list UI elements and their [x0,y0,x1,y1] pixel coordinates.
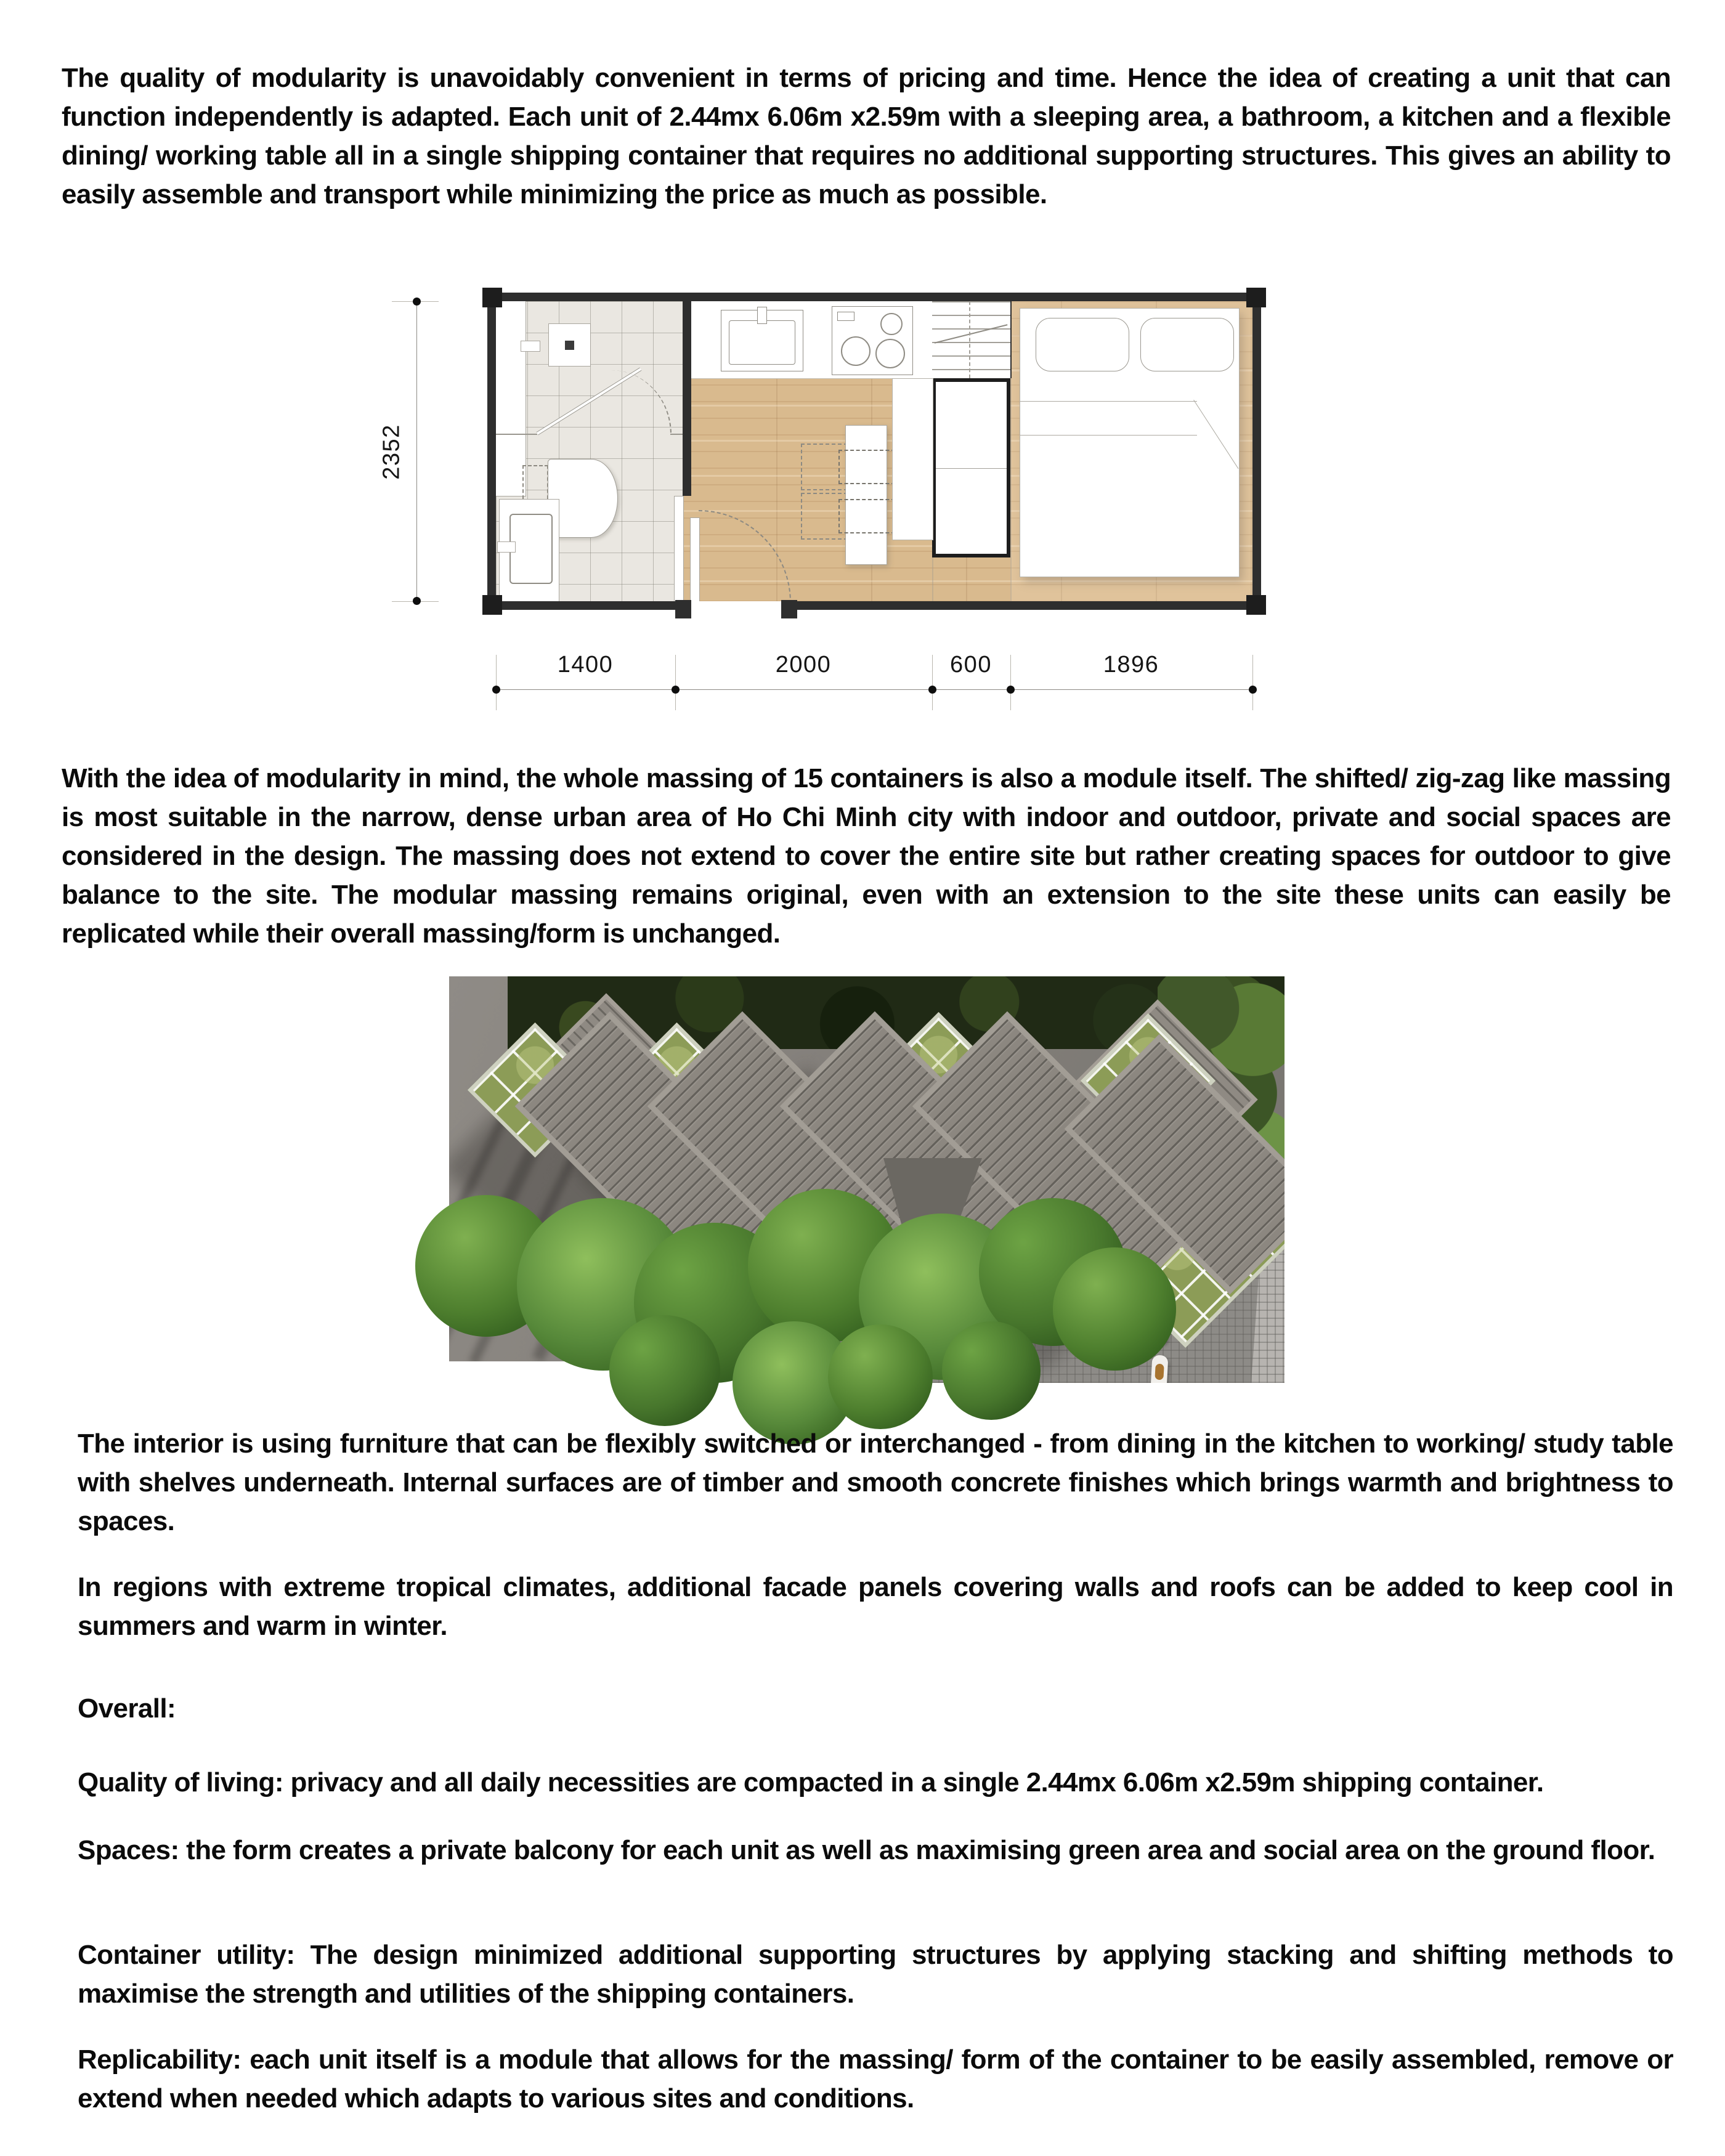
shelf-unit [932,301,1012,378]
paragraph-climate: In regions with extreme tropical climates, additional facade panels covering walls and roofs can be added to keep cool in summers and warm in winter. [78,1572,1673,1641]
bathroom-partition-wall [683,301,691,496]
overall-heading: Overall: [78,1693,176,1724]
burner [875,339,905,368]
floor-plan-interior [496,301,1252,601]
burner [880,313,903,335]
dimension-dot [413,597,421,605]
aerial-site-render [449,976,1295,1414]
kitchen-stove [832,306,913,375]
dimension-dot [492,686,500,694]
floor-plan [487,293,1261,610]
dimension-dot [672,686,680,694]
table-extension-dashed [838,499,895,533]
paragraph-quality-of-living: Quality of living: privacy and all daily necessities are compacted in a single 2.44mx 6.06m x2.59m shipping container. [78,1767,1544,1797]
bathroom-sliding-door [674,496,684,601]
wardrobe-divider [936,468,1007,469]
dimension-dot [1249,686,1257,694]
table-extension-dashed [838,450,895,484]
bathroom-ledge [496,301,526,496]
wall-bottom-left-segment [487,601,690,610]
dimension-extension [675,655,676,710]
sink-faucet [757,307,767,324]
washing-machine [548,323,591,367]
burner [841,336,871,366]
scooter [1151,1355,1169,1383]
wall-right [1252,293,1261,610]
dimension-label-1400: 1400 [557,652,614,678]
dimension-extension [496,655,497,710]
vanity-faucet [497,541,516,553]
stove-control [837,312,854,321]
shelf-center-line [969,301,970,378]
dimension-line-horizontal [496,689,1252,690]
wall-bottom-right-segment [781,601,1261,610]
dimension-label-1896: 1896 [1103,652,1159,678]
bathroom-faucet [521,341,540,352]
corner-fitting [1246,288,1266,307]
paragraph-spaces: Spaces: the form creates a private balcony for each unit as well as maximising green area and social area on the ground floor. [78,1835,1655,1865]
paragraph-interior: The interior is using furniture that can be flexibly switched or interchanged - from dining in the kitchen to working/ study table with shelves underneath. Internal surfaces are of timber and smooth concrete finishes which brings warmth and brightness to spaces. [78,1429,1673,1536]
corner-fitting [482,288,502,307]
sink-basin [729,320,795,365]
paragraph-container-utility: Container utility: The design minimized additional supporting structures by applying stacking and shifting methods to maximise the strength and utilities of the shipping containers. [78,1940,1673,2009]
sheet-line [1020,435,1197,436]
kitchen-sink [721,310,803,371]
pillow [1140,318,1234,371]
washing-machine-door [565,341,574,350]
tree [1053,1247,1176,1371]
shelf-diagonal [935,324,1008,343]
dimension-line-vertical [416,301,417,601]
dimension-label-600: 600 [950,652,992,678]
shower-line [670,434,683,435]
dimension-dot [928,686,936,694]
sheet-line [1020,401,1197,402]
corner-fitting [1246,595,1266,615]
dimension-dot [1007,686,1015,694]
paragraph-massing: With the idea of modularity in mind, the whole massing of 15 containers is also a module itself. The shifted/ zig-zag like massing is most suitable in the narrow, dense urban area of Ho Chi Minh city with indoor and outdoor, private and social spaces are considered in the design. The massing does not extend to cover the entire site but rather creating spaces for outdoor to give balance to the site. The modular massing remains original, even with an extension to the site these units can easily be replicated while their overall massing/form is unchanged. [62,763,1671,949]
wall-top [487,293,1261,301]
bed [1020,308,1240,577]
paragraph-modularity-unit: The quality of modularity is unavoidably convenient in terms of pricing and time. Hence the idea of creating a unit that can function independently is adapted. Each unit of 2.44mx 6.06m x2.59m with a sleeping area, a bathroom, a kitchen and a flexible dining/ working table all in a single shipping container that requires no additional supporting structures. This gives an ability to easily assemble and transport while minimizing the price as much as possible. [62,63,1671,209]
dimension-label-2000: 2000 [775,652,832,678]
corner-fitting [482,595,502,615]
dimension-dot [413,298,421,306]
pillow [1036,318,1129,371]
door-jamb [675,600,691,618]
storage-bench [892,378,933,540]
wardrobe [932,378,1010,557]
dimension-label-height: 2352 [378,424,405,480]
tree [609,1315,720,1426]
wall-left [487,293,496,610]
door-jamb [781,600,797,618]
paragraph-replicability: Replicability: each unit itself is a module that allows for the massing/ form of the container to be easily assembled, remove or extend when needed which adapts to various sites and conditions. [78,2045,1673,2113]
scooter-seat [1155,1364,1164,1380]
dining-work-table [845,425,887,565]
tree [828,1324,933,1429]
tree [942,1321,1041,1420]
dimension-extension [1252,655,1253,710]
vanity-sink [509,514,553,584]
sheet-fold [1193,400,1238,469]
shower-line [496,434,537,435]
